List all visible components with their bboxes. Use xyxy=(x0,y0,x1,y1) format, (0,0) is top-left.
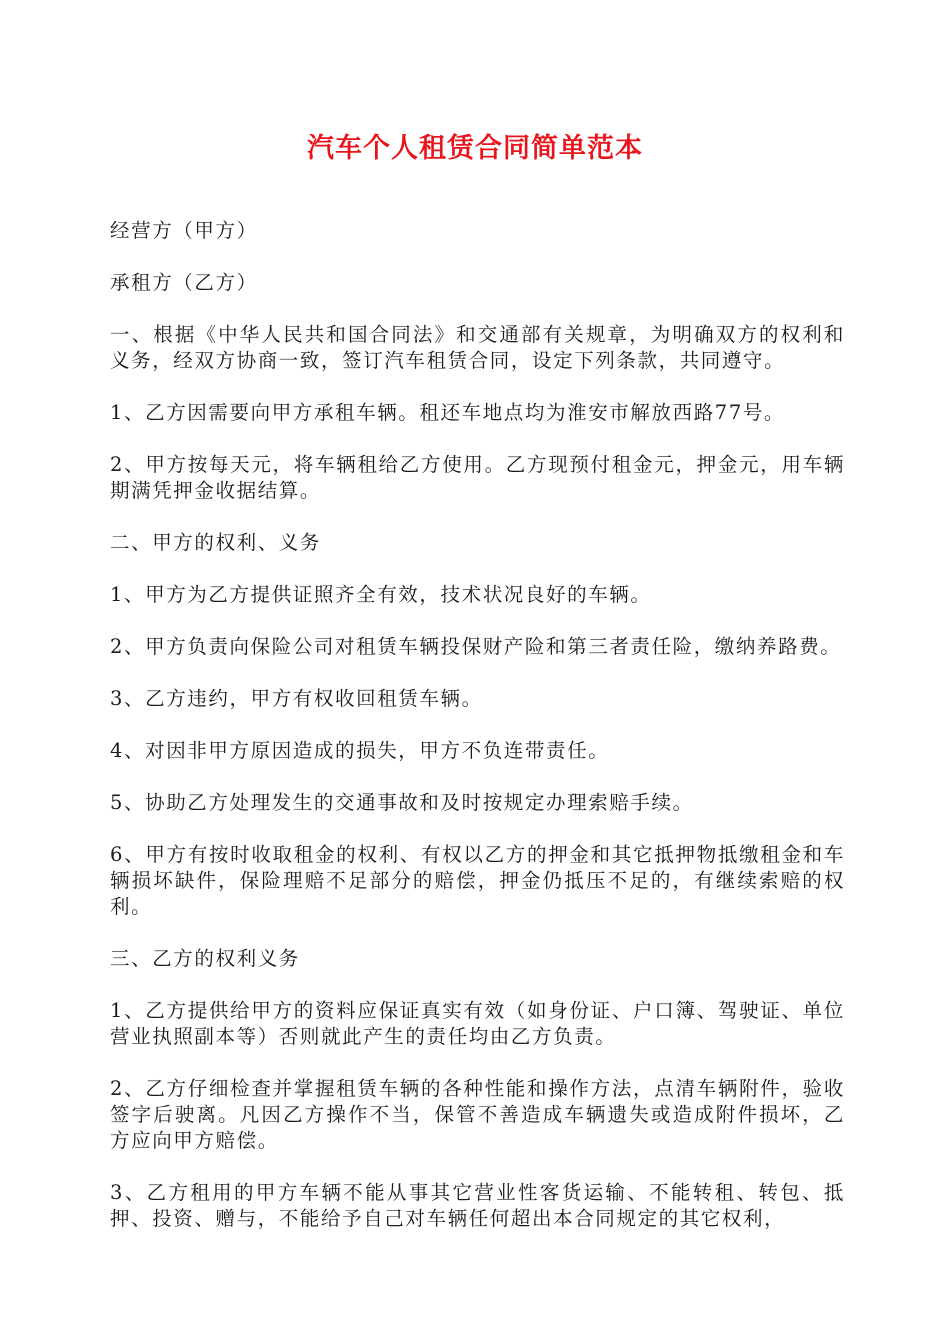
paragraph-party-a: 经营方（甲方） xyxy=(110,219,258,242)
paragraph: 5、协助乙方处理发生的交通事故和及时按规定办理索赔手续。 xyxy=(110,791,694,814)
document-title: 汽车个人租赁合同简单范本 xyxy=(307,133,643,164)
paragraph: 4、对因非甲方原因造成的损失，甲方不负连带责任。 xyxy=(110,739,610,762)
paragraph: 2、乙方仔细检查并掌握租赁车辆的各种性能和操作方法，点清车辆附件，验收签字后驶离。凡因乙方操作不当，保管不善造成车辆遗失或造成附件损坏，乙方应向甲方赔偿。 xyxy=(110,1077,845,1152)
paragraph-party-b: 承租方（乙方） xyxy=(110,271,258,294)
paragraph: 1、乙方提供给甲方的资料应保证真实有效（如身份证、户口簿、驾驶证、单位营业执照副本等）否则就此产生的责任均由乙方负责。 xyxy=(110,999,845,1048)
section-heading: 三、乙方的权利义务 xyxy=(110,947,300,970)
paragraph: 6、甲方有按时收取租金的权利、有权以乙方的押金和其它抵押物抵缴租金和车辆损坏缺件，保险理赔不足部分的赔偿，押金仍抵压不足的，有继续索赔的权利。 xyxy=(110,843,845,918)
paragraph: 3、乙方租用的甲方车辆不能从事其它营业性客货运输、不能转租、转包、抵押、投资、赠与，不能给予自己对车辆任何超出本合同规定的其它权利， xyxy=(110,1181,845,1230)
section-heading: 二、甲方的权利、义务 xyxy=(110,531,322,554)
paragraph: 3、乙方违约，甲方有权收回租赁车辆。 xyxy=(110,687,483,710)
paragraph: 1、乙方因需要向甲方承租车辆。租还车地点均为淮安市解放西路77号。 xyxy=(110,401,786,424)
paragraph: 一、根据《中华人民共和国合同法》和交通部有关规章，为明确双方的权利和义务，经双方协商一致，签订汽车租赁合同，设定下列条款，共同遵守。 xyxy=(110,323,845,372)
paragraph: 1、甲方为乙方提供证照齐全有效，技术状况良好的车辆。 xyxy=(110,583,652,606)
paragraph: 2、甲方按每天元，将车辆租给乙方使用。乙方现预付租金元，押金元，用车辆期满凭押金收据结算。 xyxy=(110,453,845,502)
document-body xyxy=(110,218,845,1258)
paragraph: 2、甲方负责向保险公司对租赁车辆投保财产险和第三者责任险，缴纳养路费。 xyxy=(110,635,842,658)
